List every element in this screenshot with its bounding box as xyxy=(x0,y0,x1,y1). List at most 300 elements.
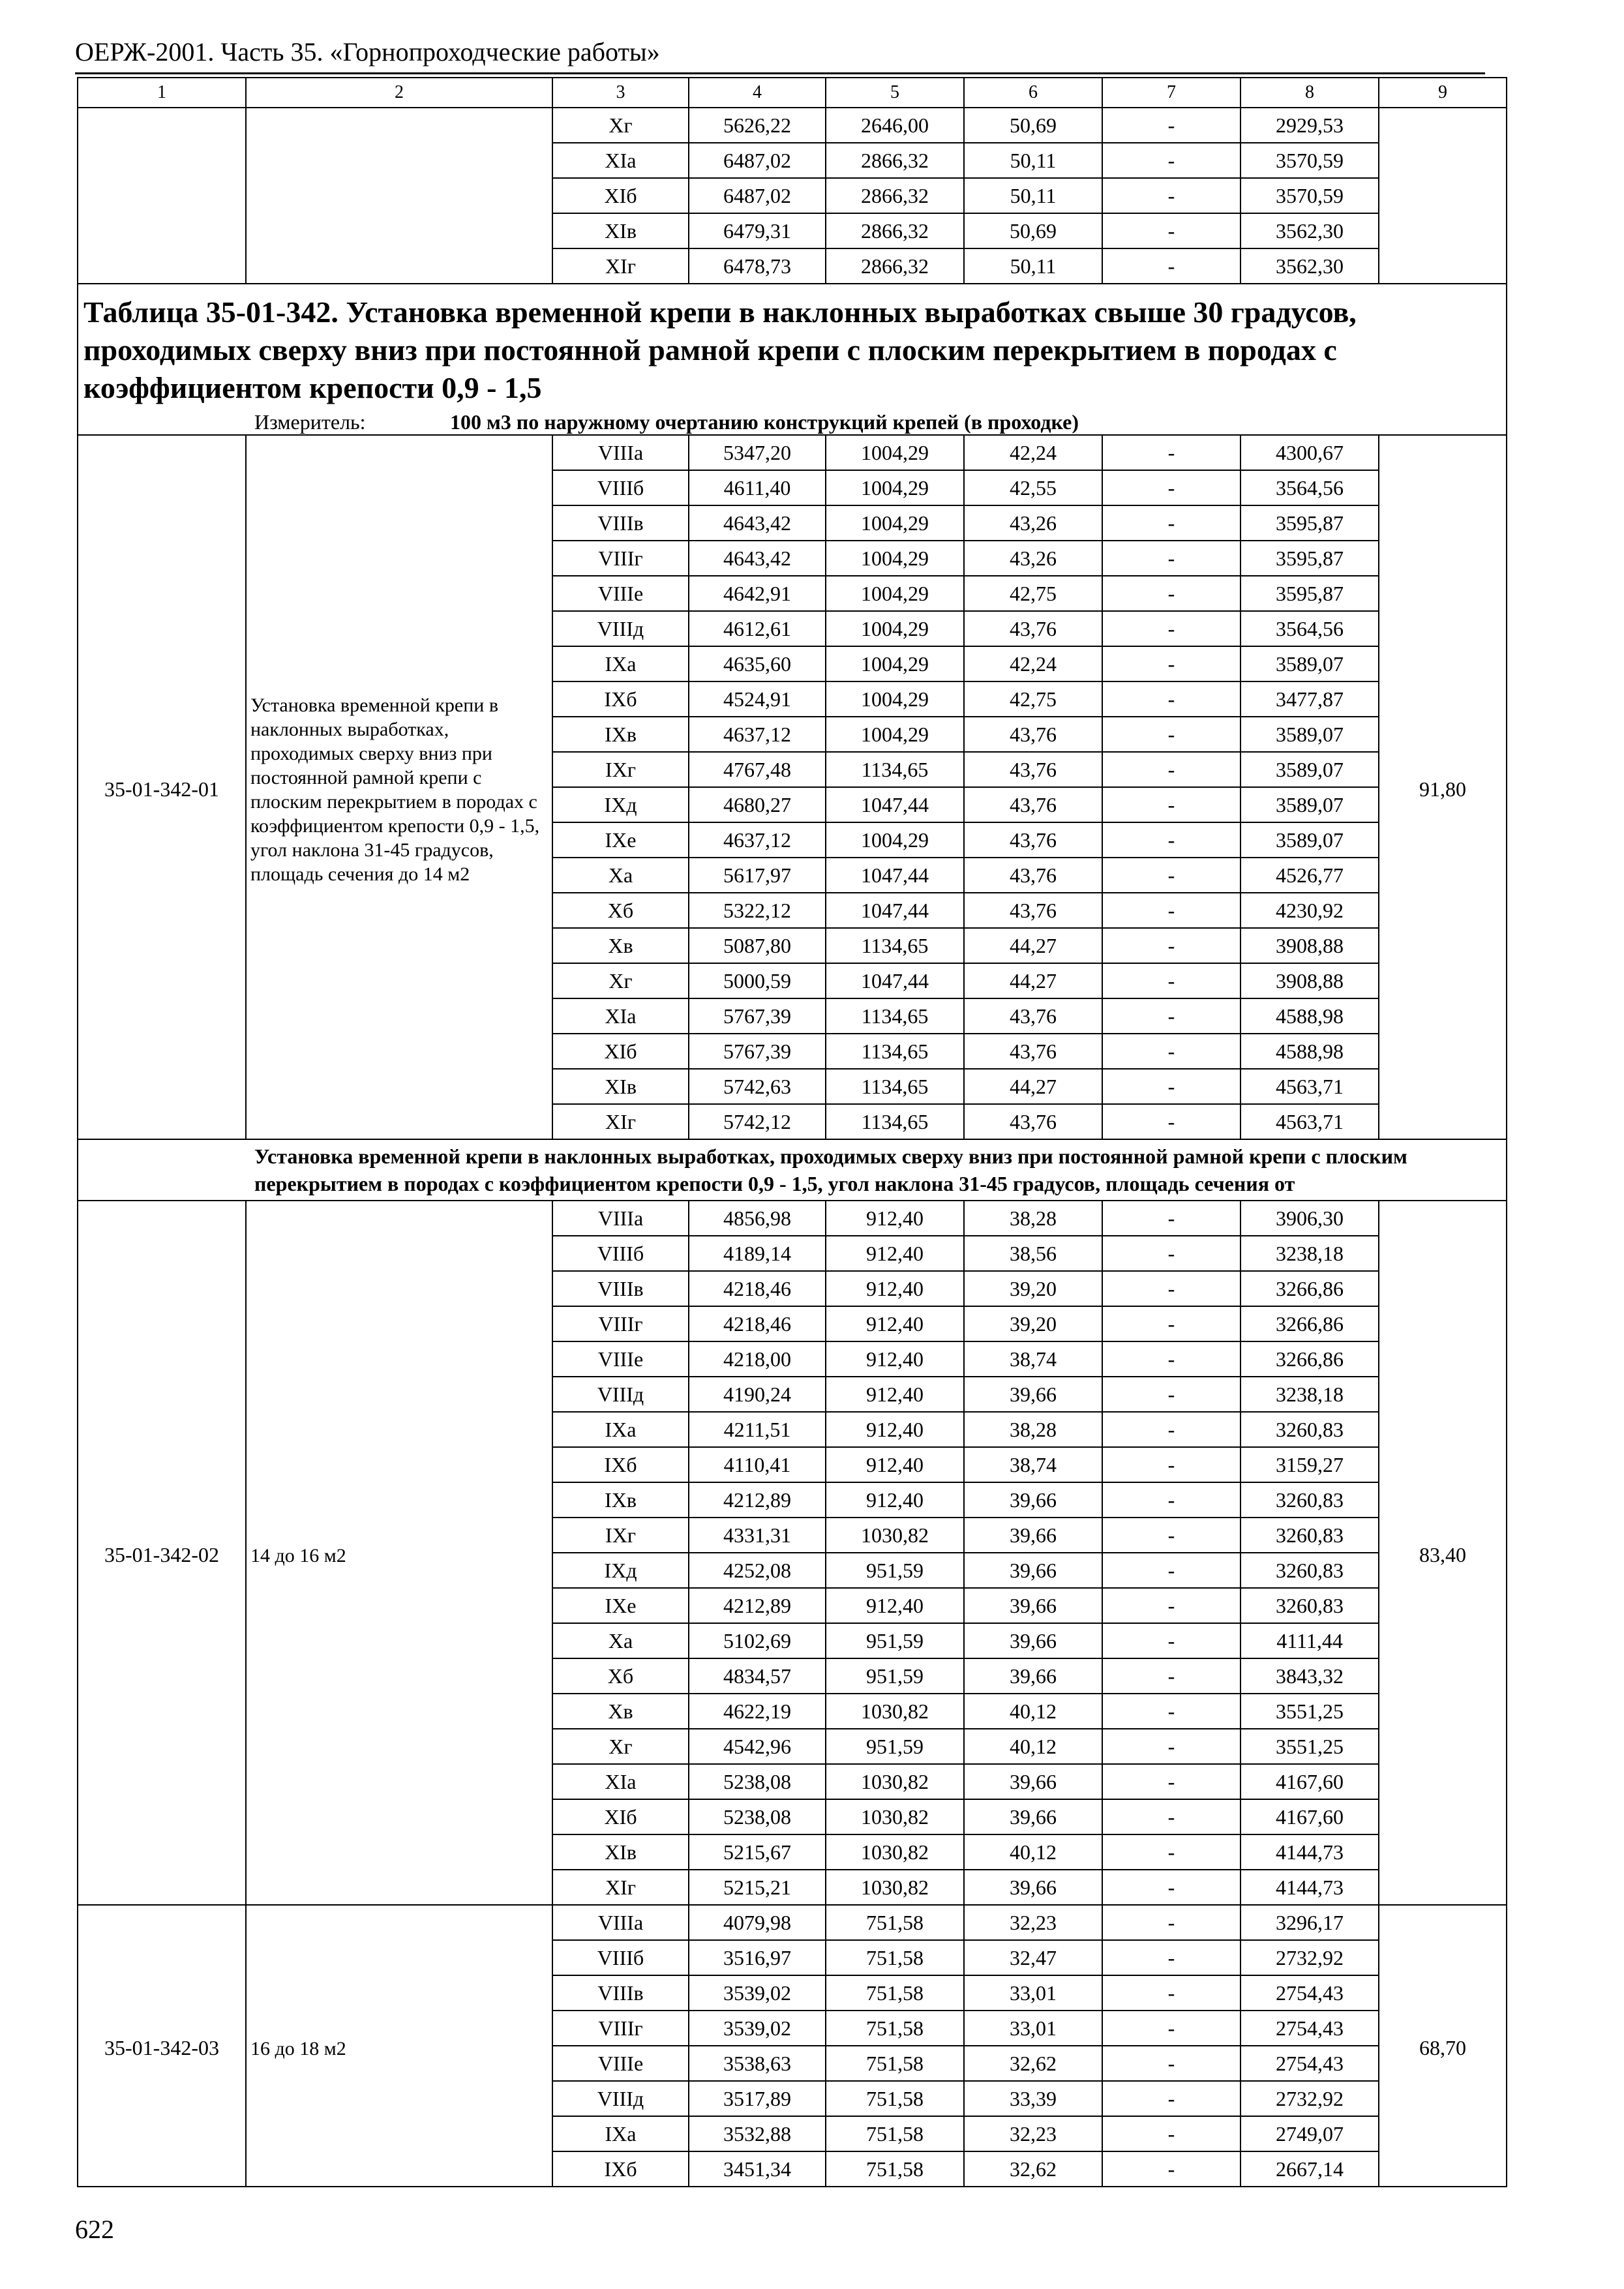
wages-cost-cell: 1134,65 xyxy=(826,752,964,787)
machine-cost-cell: 43,76 xyxy=(964,998,1102,1034)
total-cost-cell: 5087,80 xyxy=(689,928,826,963)
wages-cost-cell: 1004,29 xyxy=(826,541,964,576)
column-number: 6 xyxy=(964,78,1102,108)
table-row xyxy=(78,1905,1507,1940)
total-cost-cell: 5742,12 xyxy=(689,1104,826,1139)
total-cost-cell: 5626,22 xyxy=(689,108,826,143)
materials-cost-cell: 3266,86 xyxy=(1241,1306,1379,1341)
description-cell xyxy=(246,108,552,284)
machine-cost-cell: 39,66 xyxy=(964,1482,1102,1518)
machine-cost-cell: 33,01 xyxy=(964,2011,1102,2046)
machinist-wages-cell: - xyxy=(1102,2151,1241,2187)
labor-cell xyxy=(1379,108,1507,284)
machinist-wages-cell: - xyxy=(1102,787,1241,822)
rock-category-cell: ХIб xyxy=(552,1799,689,1834)
total-cost-cell: 4079,98 xyxy=(689,1905,826,1940)
materials-cost-cell: 4230,92 xyxy=(1241,893,1379,928)
materials-cost-cell: 4563,71 xyxy=(1241,1069,1379,1104)
total-cost-cell: 4189,14 xyxy=(689,1236,826,1271)
rock-category-cell: VIIIа xyxy=(552,435,689,470)
machine-cost-cell: 50,11 xyxy=(964,178,1102,213)
total-cost-cell: 4643,42 xyxy=(689,505,826,541)
rock-category-cell: Хг xyxy=(552,1729,689,1764)
machinist-wages-cell: - xyxy=(1102,1905,1241,1940)
total-cost-cell: 4211,51 xyxy=(689,1412,826,1447)
materials-cost-cell: 3260,83 xyxy=(1241,1588,1379,1623)
wages-cost-cell: 751,58 xyxy=(826,2011,964,2046)
rock-category-cell: IХа xyxy=(552,2116,689,2151)
machinist-wages-cell: - xyxy=(1102,108,1241,143)
wages-cost-cell: 912,40 xyxy=(826,1412,964,1447)
machinist-wages-cell: - xyxy=(1102,681,1241,717)
materials-cost-cell: 3589,07 xyxy=(1241,752,1379,787)
rock-category-cell: Хб xyxy=(552,893,689,928)
materials-cost-cell: 3906,30 xyxy=(1241,1201,1379,1236)
column-number: 8 xyxy=(1241,78,1379,108)
machine-cost-cell: 43,76 xyxy=(964,858,1102,893)
column-number: 3 xyxy=(552,78,689,108)
machinist-wages-cell: - xyxy=(1102,470,1241,505)
materials-cost-cell: 3595,87 xyxy=(1241,505,1379,541)
materials-cost-cell: 3908,88 xyxy=(1241,928,1379,963)
table-row xyxy=(78,435,1507,470)
materials-cost-cell: 3551,25 xyxy=(1241,1694,1379,1729)
wages-cost-cell: 1004,29 xyxy=(826,470,964,505)
rock-category-cell: VIIIа xyxy=(552,1905,689,1940)
total-cost-cell: 4642,91 xyxy=(689,576,826,611)
machinist-wages-cell: - xyxy=(1102,435,1241,470)
materials-cost-cell: 3843,32 xyxy=(1241,1658,1379,1694)
total-cost-cell: 4110,41 xyxy=(689,1447,826,1482)
machinist-wages-cell: - xyxy=(1102,178,1241,213)
rock-category-cell: IХд xyxy=(552,1553,689,1588)
machinist-wages-cell: - xyxy=(1102,541,1241,576)
labor-cell: 83,40 xyxy=(1379,1201,1507,1905)
rock-category-cell: ХIб xyxy=(552,1034,689,1069)
materials-cost-cell: 4588,98 xyxy=(1241,998,1379,1034)
machine-cost-cell: 38,28 xyxy=(964,1412,1102,1447)
machine-cost-cell: 32,23 xyxy=(964,2116,1102,2151)
rock-category-cell: VIIIд xyxy=(552,1377,689,1412)
machine-cost-cell: 43,76 xyxy=(964,1034,1102,1069)
labor-cell: 91,80 xyxy=(1379,435,1507,1139)
machinist-wages-cell: - xyxy=(1102,2046,1241,2081)
rock-category-cell: ХIа xyxy=(552,1764,689,1799)
rock-category-cell: VIIIд xyxy=(552,2081,689,2116)
rock-category-cell: ХIг xyxy=(552,1104,689,1139)
wages-cost-cell: 1047,44 xyxy=(826,963,964,998)
column-number: 9 xyxy=(1379,78,1507,108)
machine-cost-cell: 43,26 xyxy=(964,505,1102,541)
total-cost-cell: 6487,02 xyxy=(689,178,826,213)
code-cell: 35-01-342-03 xyxy=(78,1905,246,2187)
machinist-wages-cell: - xyxy=(1102,1729,1241,1764)
machinist-wages-cell: - xyxy=(1102,1377,1241,1412)
code-cell: 35-01-342-01 xyxy=(78,435,246,1139)
total-cost-cell: 4680,27 xyxy=(689,787,826,822)
materials-cost-cell: 3589,07 xyxy=(1241,822,1379,858)
column-number: 1 xyxy=(78,78,246,108)
machinist-wages-cell: - xyxy=(1102,1658,1241,1694)
wages-cost-cell: 1004,29 xyxy=(826,611,964,646)
machine-cost-cell: 43,76 xyxy=(964,717,1102,752)
machine-cost-cell: 43,76 xyxy=(964,611,1102,646)
total-cost-cell: 5238,08 xyxy=(689,1799,826,1834)
rock-category-cell: IХг xyxy=(552,752,689,787)
wages-cost-cell: 1004,29 xyxy=(826,717,964,752)
wages-cost-cell: 1030,82 xyxy=(826,1764,964,1799)
machinist-wages-cell: - xyxy=(1102,1306,1241,1341)
machine-cost-cell: 32,62 xyxy=(964,2046,1102,2081)
materials-cost-cell: 3551,25 xyxy=(1241,1729,1379,1764)
machinist-wages-cell: - xyxy=(1102,1623,1241,1658)
materials-cost-cell: 2749,07 xyxy=(1241,2116,1379,2151)
machine-cost-cell: 42,24 xyxy=(964,646,1102,681)
machine-cost-cell: 39,66 xyxy=(964,1870,1102,1905)
wages-cost-cell: 751,58 xyxy=(826,1940,964,1975)
total-cost-cell: 5000,59 xyxy=(689,963,826,998)
machine-cost-cell: 39,66 xyxy=(964,1553,1102,1588)
subheading: Установка временной крепи в наклонных выработках, проходимых сверху вниз при постоянной рамной крепи с плоским перекрытием в породах с коэффициентом крепости 0,9 - 1,5, угол наклона 31-45 градусов, площадь сечения от xyxy=(254,1144,1407,1195)
machinist-wages-cell: - xyxy=(1102,1553,1241,1588)
wages-cost-cell: 1134,65 xyxy=(826,928,964,963)
materials-cost-cell: 4563,71 xyxy=(1241,1104,1379,1139)
machine-cost-cell: 38,56 xyxy=(964,1236,1102,1271)
materials-cost-cell: 3564,56 xyxy=(1241,470,1379,505)
machinist-wages-cell: - xyxy=(1102,505,1241,541)
total-cost-cell: 4190,24 xyxy=(689,1377,826,1412)
machinist-wages-cell: - xyxy=(1102,1518,1241,1553)
rock-category-cell: Хб xyxy=(552,1658,689,1694)
materials-cost-cell: 3266,86 xyxy=(1241,1341,1379,1377)
wages-cost-cell: 1030,82 xyxy=(826,1518,964,1553)
rock-category-cell: VIIIд xyxy=(552,611,689,646)
machinist-wages-cell: - xyxy=(1102,1799,1241,1834)
materials-cost-cell: 3570,59 xyxy=(1241,143,1379,178)
machine-cost-cell: 38,28 xyxy=(964,1201,1102,1236)
rock-category-cell: ХIв xyxy=(552,213,689,248)
rock-category-cell: ХIг xyxy=(552,248,689,284)
total-cost-cell: 5767,39 xyxy=(689,998,826,1034)
total-cost-cell: 4637,12 xyxy=(689,717,826,752)
wages-cost-cell: 1134,65 xyxy=(826,998,964,1034)
machine-cost-cell: 50,11 xyxy=(964,143,1102,178)
table-body xyxy=(78,78,1507,2187)
rock-category-cell: Ха xyxy=(552,1623,689,1658)
machine-cost-cell: 39,66 xyxy=(964,1377,1102,1412)
total-cost-cell: 4542,96 xyxy=(689,1729,826,1764)
wages-cost-cell: 751,58 xyxy=(826,2116,964,2151)
wages-cost-cell: 2866,32 xyxy=(826,248,964,284)
machinist-wages-cell: - xyxy=(1102,1201,1241,1236)
machinist-wages-cell: - xyxy=(1102,1834,1241,1870)
materials-cost-cell: 3296,17 xyxy=(1241,1905,1379,1940)
rock-category-cell: IХг xyxy=(552,1518,689,1553)
page-number: 622 xyxy=(75,2215,114,2244)
machinist-wages-cell: - xyxy=(1102,858,1241,893)
materials-cost-cell: 4144,73 xyxy=(1241,1834,1379,1870)
total-cost-cell: 4331,31 xyxy=(689,1518,826,1553)
materials-cost-cell: 3159,27 xyxy=(1241,1447,1379,1482)
wages-cost-cell: 2866,32 xyxy=(826,178,964,213)
machinist-wages-cell: - xyxy=(1102,1694,1241,1729)
machinist-wages-cell: - xyxy=(1102,1034,1241,1069)
rock-category-cell: VIIIг xyxy=(552,541,689,576)
wages-cost-cell: 1004,29 xyxy=(826,505,964,541)
machinist-wages-cell: - xyxy=(1102,143,1241,178)
total-cost-cell: 5767,39 xyxy=(689,1034,826,1069)
total-cost-cell: 5102,69 xyxy=(689,1623,826,1658)
code-cell: 35-01-342-02 xyxy=(78,1201,246,1905)
wages-cost-cell: 751,58 xyxy=(826,1975,964,2011)
machine-cost-cell: 43,76 xyxy=(964,1104,1102,1139)
wages-cost-cell: 1004,29 xyxy=(826,822,964,858)
rock-category-cell: Хв xyxy=(552,928,689,963)
machine-cost-cell: 39,66 xyxy=(964,1588,1102,1623)
wages-cost-cell: 951,59 xyxy=(826,1729,964,1764)
rock-category-cell: ХIг xyxy=(552,1870,689,1905)
machinist-wages-cell: - xyxy=(1102,646,1241,681)
rates-table xyxy=(77,77,1507,2187)
wages-cost-cell: 1030,82 xyxy=(826,1870,964,1905)
total-cost-cell: 4524,91 xyxy=(689,681,826,717)
rock-category-cell: IХе xyxy=(552,1588,689,1623)
meter-label: Измеритель: xyxy=(254,410,366,434)
wages-cost-cell: 912,40 xyxy=(826,1447,964,1482)
rock-category-cell: ХIа xyxy=(552,998,689,1034)
materials-cost-cell: 3564,56 xyxy=(1241,611,1379,646)
materials-cost-cell: 3589,07 xyxy=(1241,646,1379,681)
table-title-row xyxy=(78,284,1507,435)
total-cost-cell: 4218,46 xyxy=(689,1271,826,1306)
meter-value: 100 м3 по наружному очертанию конструкций крепей (в проходке) xyxy=(450,410,1079,434)
rock-category-cell: ХIб xyxy=(552,178,689,213)
wages-cost-cell: 1047,44 xyxy=(826,893,964,928)
machine-cost-cell: 43,26 xyxy=(964,541,1102,576)
total-cost-cell: 6479,31 xyxy=(689,213,826,248)
materials-cost-cell: 4526,77 xyxy=(1241,858,1379,893)
machine-cost-cell: 40,12 xyxy=(964,1694,1102,1729)
machine-cost-cell: 44,27 xyxy=(964,963,1102,998)
machinist-wages-cell: - xyxy=(1102,1940,1241,1975)
materials-cost-cell: 2667,14 xyxy=(1241,2151,1379,2187)
wages-cost-cell: 912,40 xyxy=(826,1236,964,1271)
materials-cost-cell: 2732,92 xyxy=(1241,1940,1379,1975)
machine-cost-cell: 42,75 xyxy=(964,576,1102,611)
total-cost-cell: 4611,40 xyxy=(689,470,826,505)
wages-cost-cell: 2866,32 xyxy=(826,143,964,178)
machinist-wages-cell: - xyxy=(1102,2081,1241,2116)
rock-category-cell: ХIв xyxy=(552,1834,689,1870)
wages-cost-cell: 751,58 xyxy=(826,2081,964,2116)
total-cost-cell: 3539,02 xyxy=(689,2011,826,2046)
machine-cost-cell: 39,20 xyxy=(964,1271,1102,1306)
machine-cost-cell: 39,66 xyxy=(964,1799,1102,1834)
total-cost-cell: 3517,89 xyxy=(689,2081,826,2116)
machinist-wages-cell: - xyxy=(1102,576,1241,611)
total-cost-cell: 5215,21 xyxy=(689,1870,826,1905)
rock-category-cell: VIIIг xyxy=(552,2011,689,2046)
column-number: 2 xyxy=(246,78,552,108)
wages-cost-cell: 1030,82 xyxy=(826,1834,964,1870)
total-cost-cell: 4622,19 xyxy=(689,1694,826,1729)
materials-cost-cell: 3260,83 xyxy=(1241,1518,1379,1553)
machinist-wages-cell: - xyxy=(1102,822,1241,858)
rock-category-cell: IХа xyxy=(552,646,689,681)
machinist-wages-cell: - xyxy=(1102,963,1241,998)
table-row xyxy=(78,108,1507,143)
materials-cost-cell: 3562,30 xyxy=(1241,248,1379,284)
machine-cost-cell: 42,55 xyxy=(964,470,1102,505)
machinist-wages-cell: - xyxy=(1102,2011,1241,2046)
total-cost-cell: 3539,02 xyxy=(689,1975,826,2011)
total-cost-cell: 4767,48 xyxy=(689,752,826,787)
total-cost-cell: 3538,63 xyxy=(689,2046,826,2081)
wages-cost-cell: 912,40 xyxy=(826,1588,964,1623)
rock-category-cell: IХв xyxy=(552,1482,689,1518)
total-cost-cell: 3451,34 xyxy=(689,2151,826,2187)
machinist-wages-cell: - xyxy=(1102,752,1241,787)
rock-category-cell: VIIIа xyxy=(552,1201,689,1236)
machine-cost-cell: 50,69 xyxy=(964,108,1102,143)
rock-category-cell: Хг xyxy=(552,963,689,998)
header-rule xyxy=(75,72,1485,74)
total-cost-cell: 4856,98 xyxy=(689,1201,826,1236)
machinist-wages-cell: - xyxy=(1102,717,1241,752)
machine-cost-cell: 33,01 xyxy=(964,1975,1102,2011)
machinist-wages-cell: - xyxy=(1102,1341,1241,1377)
total-cost-cell: 5617,97 xyxy=(689,858,826,893)
total-cost-cell: 4612,61 xyxy=(689,611,826,646)
machinist-wages-cell: - xyxy=(1102,1069,1241,1104)
wages-cost-cell: 1134,65 xyxy=(826,1069,964,1104)
machine-cost-cell: 44,27 xyxy=(964,928,1102,963)
rock-category-cell: VIIIе xyxy=(552,2046,689,2081)
total-cost-cell: 4212,89 xyxy=(689,1588,826,1623)
materials-cost-cell: 4144,73 xyxy=(1241,1870,1379,1905)
machinist-wages-cell: - xyxy=(1102,1482,1241,1518)
materials-cost-cell: 3595,87 xyxy=(1241,576,1379,611)
rock-category-cell: IХв xyxy=(552,717,689,752)
total-cost-cell: 4643,42 xyxy=(689,541,826,576)
rock-category-cell: VIIIе xyxy=(552,1341,689,1377)
materials-cost-cell: 2732,92 xyxy=(1241,2081,1379,2116)
materials-cost-cell: 4167,60 xyxy=(1241,1764,1379,1799)
total-cost-cell: 3516,97 xyxy=(689,1940,826,1975)
wages-cost-cell: 951,59 xyxy=(826,1658,964,1694)
description-cell: 16 до 18 м2 xyxy=(246,1905,552,2187)
wages-cost-cell: 1004,29 xyxy=(826,646,964,681)
machine-cost-cell: 43,76 xyxy=(964,752,1102,787)
materials-cost-cell: 2929,53 xyxy=(1241,108,1379,143)
rock-category-cell: IХб xyxy=(552,1447,689,1482)
column-number: 4 xyxy=(689,78,826,108)
materials-cost-cell: 3589,07 xyxy=(1241,717,1379,752)
wages-cost-cell: 751,58 xyxy=(826,1905,964,1940)
rock-category-cell: IХб xyxy=(552,2151,689,2187)
total-cost-cell: 5238,08 xyxy=(689,1764,826,1799)
total-cost-cell: 4834,57 xyxy=(689,1658,826,1694)
machinist-wages-cell: - xyxy=(1102,213,1241,248)
rock-category-cell: Ха xyxy=(552,858,689,893)
materials-cost-cell: 2754,43 xyxy=(1241,2046,1379,2081)
machine-cost-cell: 32,47 xyxy=(964,1940,1102,1975)
materials-cost-cell: 3260,83 xyxy=(1241,1482,1379,1518)
total-cost-cell: 4218,00 xyxy=(689,1341,826,1377)
total-cost-cell: 4252,08 xyxy=(689,1553,826,1588)
machinist-wages-cell: - xyxy=(1102,1975,1241,2011)
rock-category-cell: ХIа xyxy=(552,143,689,178)
wages-cost-cell: 1030,82 xyxy=(826,1694,964,1729)
materials-cost-cell: 3260,83 xyxy=(1241,1553,1379,1588)
description-cell: Установка временной крепи в наклонных выработках, проходимых сверху вниз при постоянной рамной крепи с плоским перекрытием в породах с коэффициентом крепости 0,9 - 1,5, угол наклона 31-45 градусов, площадь сечения до 14 м2 xyxy=(246,435,552,1139)
machine-cost-cell: 40,12 xyxy=(964,1834,1102,1870)
machinist-wages-cell: - xyxy=(1102,248,1241,284)
wages-cost-cell: 1134,65 xyxy=(826,1034,964,1069)
machine-cost-cell: 38,74 xyxy=(964,1341,1102,1377)
wages-cost-cell: 751,58 xyxy=(826,2151,964,2187)
rock-category-cell: IХд xyxy=(552,787,689,822)
wages-cost-cell: 951,59 xyxy=(826,1553,964,1588)
total-cost-cell: 5215,67 xyxy=(689,1834,826,1870)
meter-line xyxy=(78,410,1506,434)
machine-cost-cell: 43,76 xyxy=(964,822,1102,858)
machinist-wages-cell: - xyxy=(1102,1271,1241,1306)
rock-category-cell: VIIIв xyxy=(552,505,689,541)
rock-category-cell: IХб xyxy=(552,681,689,717)
machine-cost-cell: 43,76 xyxy=(964,787,1102,822)
wages-cost-cell: 912,40 xyxy=(826,1306,964,1341)
rock-category-cell: VIIIе xyxy=(552,576,689,611)
materials-cost-cell: 3260,83 xyxy=(1241,1412,1379,1447)
machinist-wages-cell: - xyxy=(1102,611,1241,646)
machine-cost-cell: 33,39 xyxy=(964,2081,1102,2116)
total-cost-cell: 6478,73 xyxy=(689,248,826,284)
materials-cost-cell: 4111,44 xyxy=(1241,1623,1379,1658)
description-cell: 14 до 16 м2 xyxy=(246,1201,552,1905)
materials-cost-cell: 3589,07 xyxy=(1241,787,1379,822)
machinist-wages-cell: - xyxy=(1102,1588,1241,1623)
materials-cost-cell: 3562,30 xyxy=(1241,213,1379,248)
materials-cost-cell: 3238,18 xyxy=(1241,1236,1379,1271)
wages-cost-cell: 912,40 xyxy=(826,1341,964,1377)
machinist-wages-cell: - xyxy=(1102,998,1241,1034)
running-header: ОЕРЖ-2001. Часть 35. «Горнопроходческие работы» xyxy=(75,37,660,67)
wages-cost-cell: 1004,29 xyxy=(826,435,964,470)
column-number-row xyxy=(78,78,1507,108)
total-cost-cell: 4637,12 xyxy=(689,822,826,858)
machine-cost-cell: 44,27 xyxy=(964,1069,1102,1104)
machine-cost-cell: 32,23 xyxy=(964,1905,1102,1940)
total-cost-cell: 3532,88 xyxy=(689,2116,826,2151)
rock-category-cell: Хв xyxy=(552,1694,689,1729)
materials-cost-cell: 2754,43 xyxy=(1241,1975,1379,2011)
rock-category-cell: VIIIг xyxy=(552,1306,689,1341)
machine-cost-cell: 43,76 xyxy=(964,893,1102,928)
wages-cost-cell: 751,58 xyxy=(826,2046,964,2081)
rock-category-cell: IХа xyxy=(552,1412,689,1447)
rock-category-cell: Хг xyxy=(552,108,689,143)
total-cost-cell: 4635,60 xyxy=(689,646,826,681)
wages-cost-cell: 1030,82 xyxy=(826,1799,964,1834)
column-number: 5 xyxy=(826,78,964,108)
materials-cost-cell: 4300,67 xyxy=(1241,435,1379,470)
machinist-wages-cell: - xyxy=(1102,1870,1241,1905)
rock-category-cell: VIIIб xyxy=(552,1940,689,1975)
machine-cost-cell: 39,66 xyxy=(964,1764,1102,1799)
materials-cost-cell: 2754,43 xyxy=(1241,2011,1379,2046)
total-cost-cell: 5322,12 xyxy=(689,893,826,928)
